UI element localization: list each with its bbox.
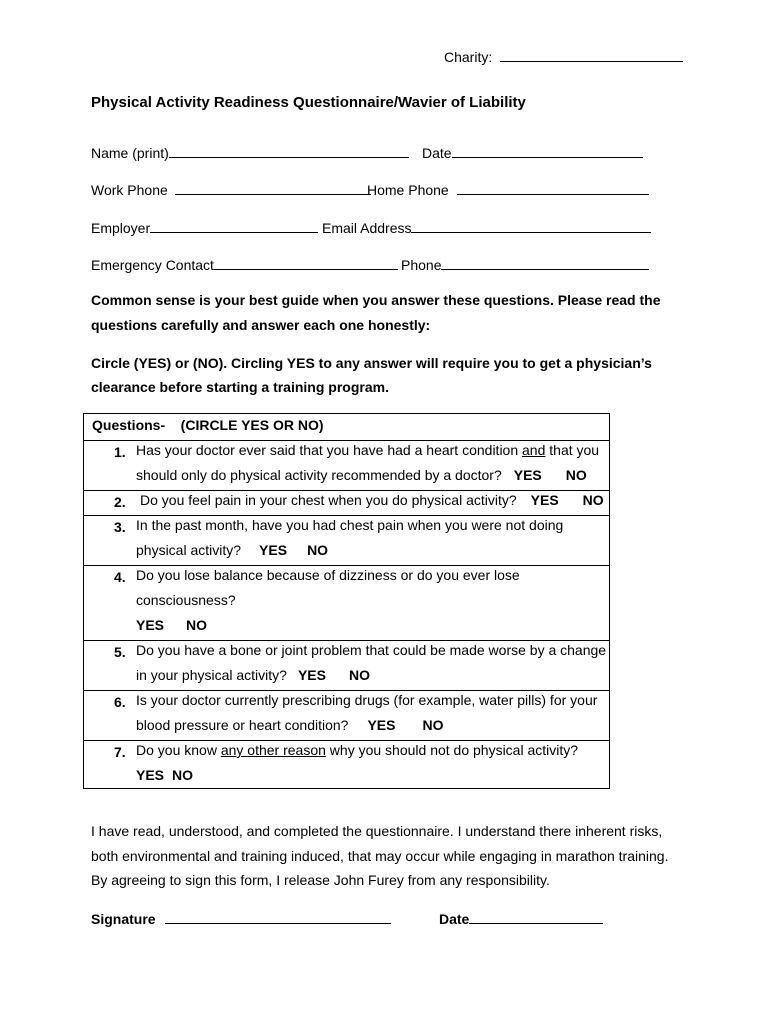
no-option[interactable]: NO — [422, 717, 444, 733]
waiver-line-1: I have read, understood, and completed the questionnaire. I understand there inherent risks, — [91, 823, 663, 839]
no-option[interactable]: NO — [582, 492, 604, 508]
instructions-line-4: clearance before starting a training program. — [91, 379, 389, 395]
signature-date-input-line[interactable] — [469, 909, 603, 924]
instructions-line-2: questions carefully and answer each one honestly: — [91, 317, 431, 333]
employer-label: Employer — [91, 220, 151, 236]
signature-date-label: Date — [439, 911, 470, 927]
instructions-line-3: Circle (YES) or (NO). Circling YES to any answer will require you to get a physician’s — [91, 355, 652, 371]
date-label: Date — [422, 145, 452, 161]
name-input-line[interactable] — [169, 143, 409, 158]
no-option[interactable]: NO — [307, 542, 329, 558]
no-option[interactable]: NO — [172, 767, 194, 783]
charity-field — [444, 47, 683, 65]
question-row-3 — [84, 515, 609, 566]
questions-table — [83, 413, 610, 789]
yes-option[interactable]: YES — [530, 492, 559, 508]
question-number: 2. — [114, 494, 126, 510]
employer-field — [91, 218, 318, 236]
table-header: Questions- (CIRCLE YES OR NO) — [92, 417, 324, 433]
charity-label: Charity: — [444, 49, 493, 65]
signature-field — [91, 909, 391, 927]
signature-input-line[interactable] — [165, 909, 391, 924]
yes-option[interactable]: YES — [259, 542, 288, 558]
home-phone-label: Home Phone — [367, 182, 449, 198]
employer-input-line[interactable] — [150, 218, 318, 233]
yes-option[interactable]: YES — [513, 467, 542, 483]
question-row-6 — [84, 690, 609, 741]
phone-input-line[interactable] — [441, 255, 649, 270]
date-input-line[interactable] — [452, 143, 643, 158]
instructions-line-1: Common sense is your best guide when you answer these questions. Please read the — [91, 292, 661, 308]
question-text: Do you feel pain in your chest when you do physical activity? YES NO — [140, 492, 604, 508]
question-row-7 — [84, 740, 609, 789]
question-text: Do you lose balance because of dizziness or do you ever lose consciousness? YES NO — [136, 567, 520, 633]
yes-option[interactable]: YES — [297, 667, 326, 683]
question-number: 6. — [114, 694, 126, 710]
charity-input-line[interactable] — [500, 47, 683, 62]
email-input-line[interactable] — [411, 218, 651, 233]
question-text: Has your doctor ever said that you have had a heart condition and that you should only do physical activity recommended by a doctor? YES NO — [136, 442, 600, 483]
question-row-4 — [84, 565, 609, 641]
email-label: Email Address — [322, 220, 412, 236]
name-field — [91, 143, 409, 161]
home-phone-field — [367, 180, 649, 198]
yes-option[interactable]: YES — [136, 767, 165, 783]
question-text: In the past month, have you had chest pain when you were not doing physical activity? YES NO — [136, 517, 564, 558]
phone-field — [401, 255, 649, 273]
no-option[interactable]: NO — [565, 467, 587, 483]
yes-option[interactable]: YES — [367, 717, 396, 733]
waiver-line-3: By agreeing to sign this form, I release John Furey from any responsibility. — [91, 872, 550, 888]
question-number: 5. — [114, 644, 126, 660]
waiver-line-2: both environmental and training induced, that may occur while engaging in marathon training. — [91, 848, 669, 864]
question-number: 4. — [114, 569, 126, 585]
question-row-5 — [84, 640, 609, 691]
emergency-contact-label: Emergency Contact — [91, 257, 214, 273]
question-number: 1. — [114, 444, 126, 460]
work-phone-input-line[interactable] — [175, 180, 371, 195]
phone-label: Phone — [401, 257, 442, 273]
name-label: Name (print) — [91, 145, 169, 161]
question-text: Do you have a bone or joint problem that could be made worse by a change in your physical activity? YES NO — [136, 642, 607, 683]
emergency-contact-field — [91, 255, 398, 273]
question-number: 3. — [114, 519, 126, 535]
email-field — [322, 218, 651, 236]
question-row-1 — [84, 440, 609, 492]
question-number: 7. — [114, 744, 126, 760]
home-phone-input-line[interactable] — [457, 180, 649, 195]
emergency-contact-input-line[interactable] — [214, 255, 398, 270]
form-title: Physical Activity Readiness Questionnaire/Wavier of Liability — [91, 94, 526, 111]
signature-date-field — [439, 909, 603, 927]
work-phone-label: Work Phone — [91, 182, 168, 198]
yes-option[interactable]: YES — [136, 617, 165, 633]
date-field — [422, 143, 643, 161]
question-text: Do you know any other reason why you should not do physical activity? YES NO — [136, 742, 579, 783]
no-option[interactable]: NO — [348, 667, 370, 683]
work-phone-field — [91, 180, 371, 198]
question-text: Is your doctor currently prescribing drugs (for example, water pills) for your blood pressure or heart condition? YES NO — [136, 692, 598, 733]
signature-label: Signature — [91, 911, 156, 927]
no-option[interactable]: NO — [186, 617, 208, 633]
